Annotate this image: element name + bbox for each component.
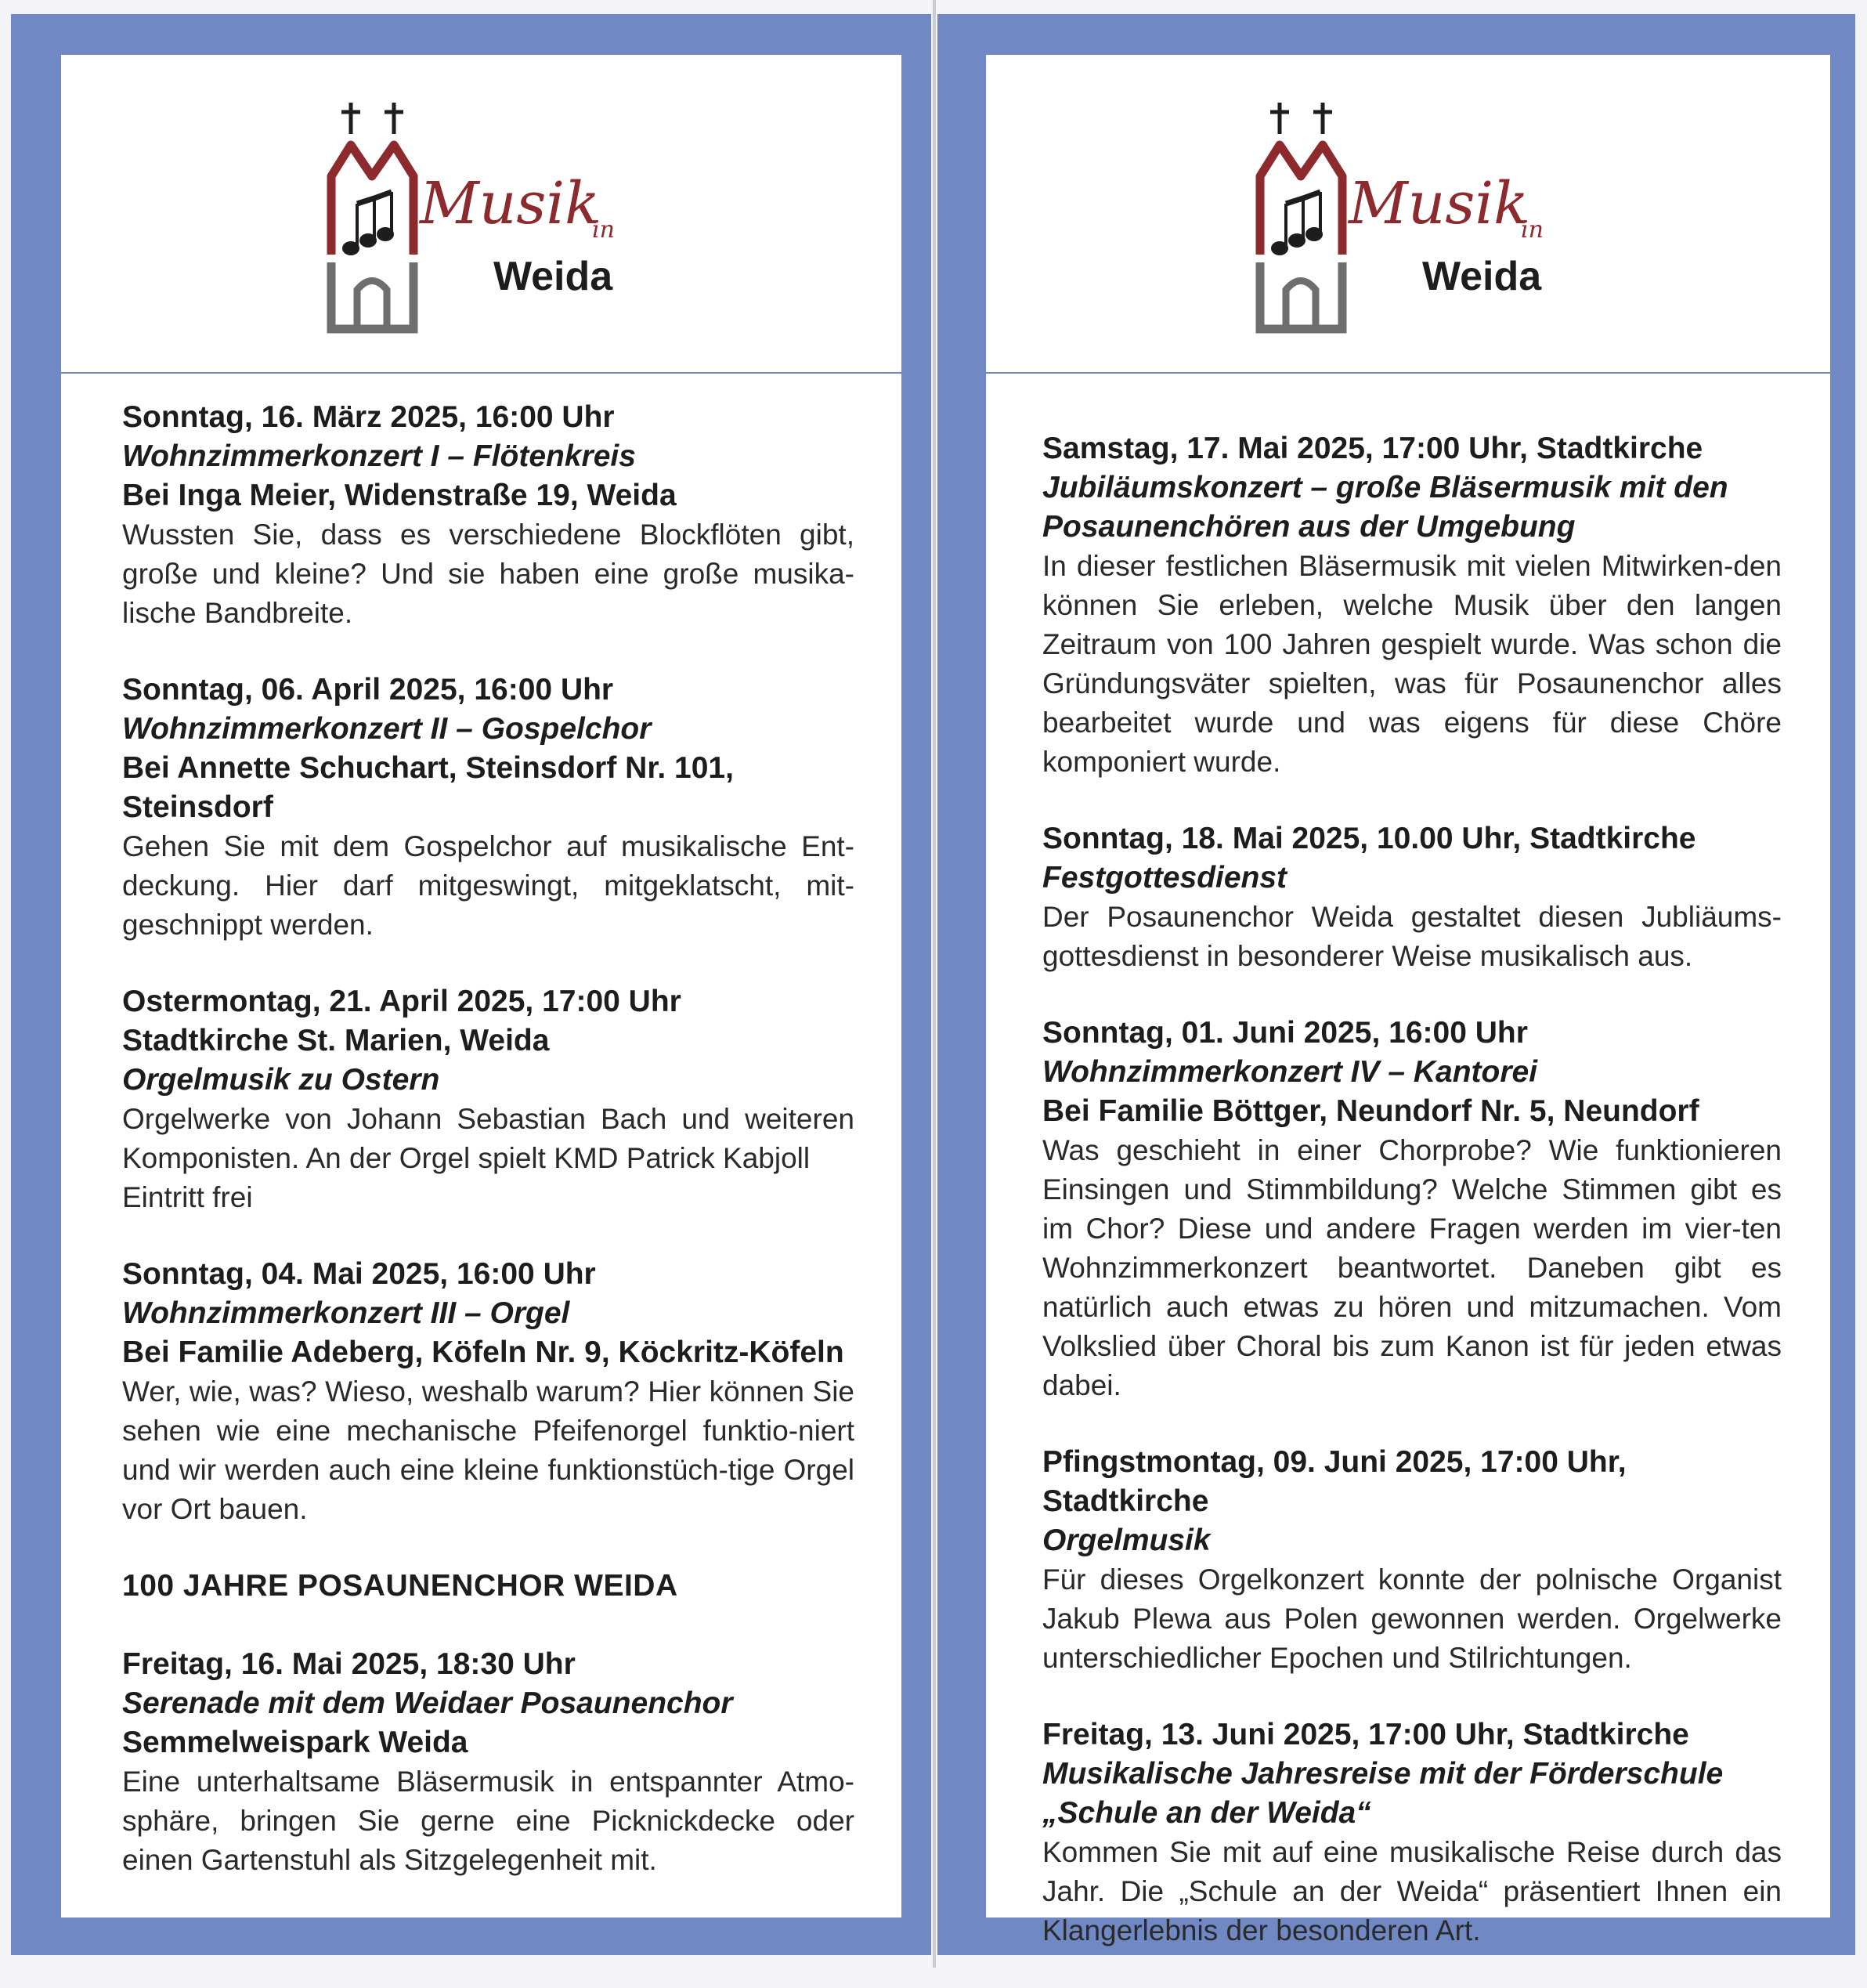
event-description: Der Posaunenchor Weida gestaltet diesen Jubliäums-gottesdienst in besonderer Weise musikalisch aus. bbox=[1042, 901, 1782, 972]
logo-city-text: Weida bbox=[1422, 254, 1542, 299]
event-place: Bei Familie Adeberg, Köfeln Nr. 9, Köckritz-Köfeln bbox=[122, 1336, 844, 1369]
event-date: Freitag, 13. Juni 2025, 17:00 Uhr, Stadtkirche bbox=[1042, 1718, 1689, 1751]
event-description: Wer, wie, was? Wieso, weshalb warum? Hier können Sie sehen wie eine mechanische Pfeifenorgel funktio-niert und wir werden auch eine kleine funktionstüch-tige Orgel vor Ort bauen. bbox=[122, 1375, 854, 1525]
event-description: Für dieses Orgelkonzert konnte der polnische Organist Jakub Plewa aus Polen gewonnen werden. Orgelwerke unterschiedlicher Epochen und Stilrichtungen. bbox=[1042, 1563, 1782, 1674]
left-logo-area bbox=[61, 55, 901, 374]
event-title: Jubiläumskonzert – große Bläsermusik mit den Posaunenchören aus der Umgebung bbox=[1042, 471, 1728, 544]
event-place: Bei Familie Böttger, Neundorf Nr. 5, Neundorf bbox=[1042, 1094, 1699, 1128]
event-description: Orgelwerke von Johann Sebastian Bach und weiteren Komponisten. An der Orgel spielt KMD Patrick Kabjoll bbox=[122, 1103, 854, 1174]
church-with-music-notes-icon bbox=[1248, 98, 1577, 349]
logo-in-text: in bbox=[1521, 216, 1544, 244]
event-date: Sonntag, 18. Mai 2025, 10.00 Uhr, Stadtkirche bbox=[1042, 822, 1696, 855]
right-panel bbox=[937, 14, 1855, 1955]
event-description: Was geschieht in einer Chorprobe? Wie funktionieren Einsingen und Stimmbildung? Welche Stimmen gibt es im Chor? Diese und andere Fragen werden im vier-ten Wohnzimmerkonzert beantwortet. Daneben gibt es natürlich auch etwas zu hören und mitzumachen. Vom Volkslied über Choral bis zum Kanon ist für jeden etwas dabei. bbox=[1042, 1134, 1782, 1401]
event-date: Sonntag, 04. Mai 2025, 16:00 Uhr bbox=[122, 1257, 596, 1291]
event-date: Sonntag, 06. April 2025, 16:00 Uhr bbox=[122, 673, 614, 707]
event-description: Wussten Sie, dass es verschiedene Blockflöten gibt, große und kleine? Und sie haben eine große musika-lische Bandbreite. bbox=[122, 519, 854, 629]
event-3 bbox=[122, 982, 854, 1217]
right-logo-area bbox=[986, 55, 1830, 374]
left-content bbox=[61, 398, 901, 1918]
event-4 bbox=[122, 1255, 854, 1529]
event-place: Stadtkirche St. Marien, Weida bbox=[122, 1024, 550, 1057]
event-date: Pfingstmontag, 09. Juni 2025, 17:00 Uhr, Stadtkirche bbox=[1042, 1445, 1627, 1518]
left-card bbox=[61, 55, 901, 1918]
left-panel bbox=[11, 14, 931, 1955]
event-description: In dieser festlichen Bläsermusik mit vielen Mitwirken-den können Sie erleben, welche Musik über den langen Zeitraum von 100 Jahren gespielt wurde. Was schon die Gründungsväter spielten, was für Posaunenchor alles bearbeitet wurde und was eigens für diese Chöre komponiert wurde. bbox=[1042, 550, 1782, 778]
logo-city-text: Weida bbox=[493, 254, 613, 299]
event-title: Serenade mit dem Weidaer Posaunenchor bbox=[122, 1686, 733, 1720]
event-date: Sonntag, 16. März 2025, 16:00 Uhr bbox=[122, 400, 615, 434]
section-heading: 100 JAHRE POSAUNENCHOR WEIDA bbox=[122, 1569, 678, 1603]
event-5 bbox=[122, 1645, 854, 1880]
event-description: Kommen Sie mit auf eine musikalische Reise durch das Jahr. Die „Schule an der Weida“ präsentiert Ihnen ein Klangerlebnis der besonderen Art. bbox=[1042, 1836, 1782, 1946]
event-8 bbox=[1042, 1014, 1782, 1405]
event-title: Festgottesdienst bbox=[1042, 861, 1287, 895]
event-description: Eine unterhaltsame Bläsermusik in entspannter Atmo-sphäre, bringen Sie gerne eine Picknickdecke oder einen Gartenstuhl als Sitzgelegenheit mit. bbox=[122, 1766, 854, 1876]
church-with-music-notes-icon bbox=[320, 98, 648, 349]
logo-script-text: Musik bbox=[420, 170, 600, 237]
event-admission: Eintritt frei bbox=[122, 1181, 253, 1213]
logo-in-text: in bbox=[592, 216, 615, 244]
event-7 bbox=[1042, 819, 1782, 976]
event-9 bbox=[1042, 1443, 1782, 1678]
event-title: Wohnzimmerkonzert IV – Kantorei bbox=[1042, 1055, 1538, 1089]
event-place: Bei Inga Meier, Widenstraße 19, Weida bbox=[122, 479, 677, 512]
event-10 bbox=[1042, 1715, 1782, 1950]
fold-line bbox=[933, 0, 936, 1968]
event-6 bbox=[1042, 429, 1782, 782]
event-date: Freitag, 16. Mai 2025, 18:30 Uhr bbox=[122, 1647, 576, 1681]
event-title: Musikalische Jahresreise mit der Förderschule „Schule an der Weida“ bbox=[1042, 1757, 1724, 1830]
musik-in-weida-logo bbox=[320, 98, 648, 349]
event-date: Sonntag, 01. Juni 2025, 16:00 Uhr bbox=[1042, 1016, 1528, 1050]
event-place: Semmelweispark Weida bbox=[122, 1726, 468, 1759]
right-card bbox=[986, 55, 1830, 1946]
event-title: Wohnzimmerkonzert II – Gospelchor bbox=[122, 712, 652, 746]
event-2 bbox=[122, 670, 854, 945]
event-1 bbox=[122, 398, 854, 633]
event-description: Gehen Sie mit dem Gospelchor auf musikalische Ent-deckung. Hier darf mitgeswingt, mitgeklatscht, mit-geschnippt werden. bbox=[122, 830, 854, 941]
logo-script-text: Musik bbox=[1349, 170, 1529, 237]
event-title: Orgelmusik bbox=[1042, 1524, 1211, 1557]
musik-in-weida-logo bbox=[1248, 98, 1577, 349]
event-date: Samstag, 17. Mai 2025, 17:00 Uhr, Stadtkirche bbox=[1042, 432, 1703, 465]
event-title: Wohnzimmerkonzert III – Orgel bbox=[122, 1296, 570, 1330]
right-content bbox=[986, 429, 1830, 1988]
event-title: Wohnzimmerkonzert I – Flötenkreis bbox=[122, 439, 636, 473]
event-date: Ostermontag, 21. April 2025, 17:00 Uhr bbox=[122, 985, 681, 1018]
event-place: Bei Annette Schuchart, Steinsdorf Nr. 101, Steinsdorf bbox=[122, 751, 734, 824]
event-title: Orgelmusik zu Ostern bbox=[122, 1063, 440, 1097]
